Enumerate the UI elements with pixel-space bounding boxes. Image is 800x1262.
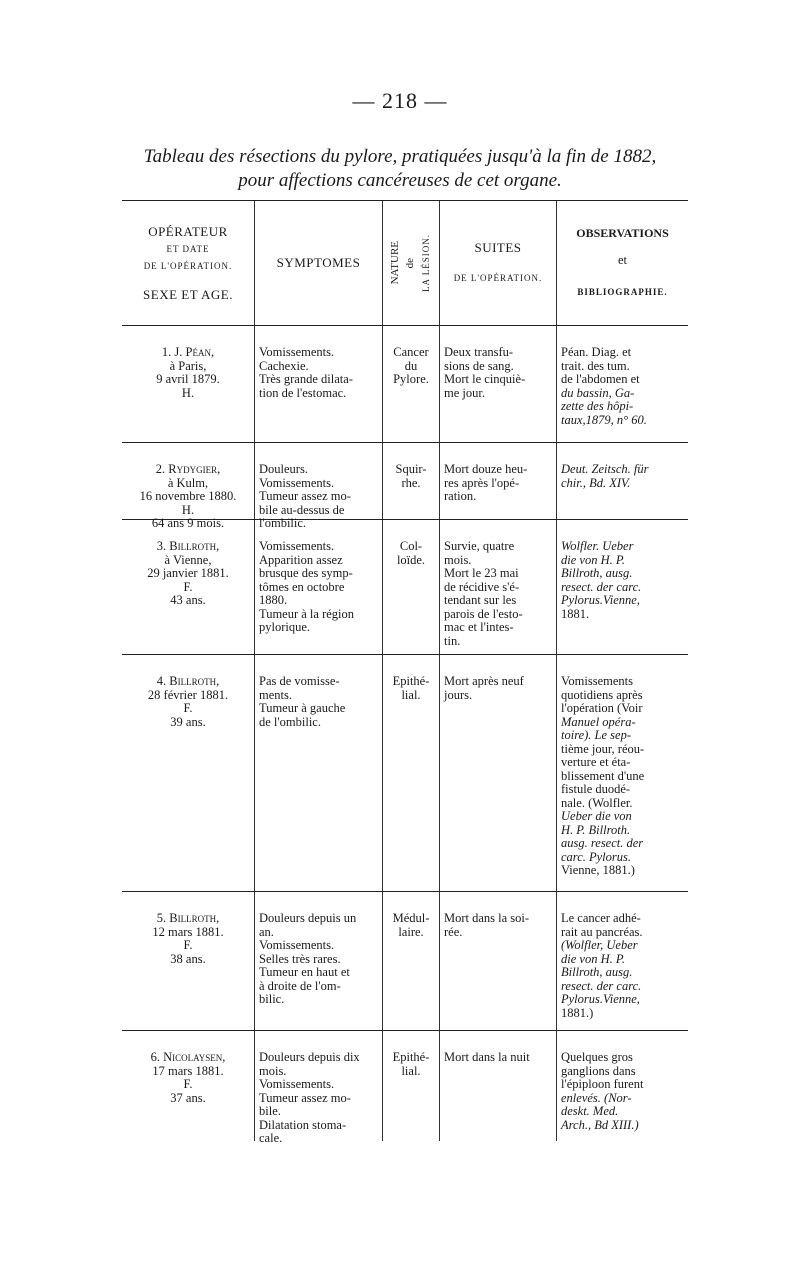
cell-line: lial. (401, 687, 421, 702)
cell-suites (439, 1031, 556, 1141)
cell-line: tion de l'estomac. (259, 385, 347, 400)
cell-line: Squir- (395, 462, 427, 476)
cell-symptomes (254, 892, 382, 1030)
cell-line: die von H. P. (561, 951, 625, 966)
cell-line: Billroth, ausg. (561, 566, 633, 580)
cell-line: Selles très rares. (259, 951, 341, 966)
cell-operateur (122, 655, 254, 891)
cell-line: l'ombilic. (259, 516, 307, 530)
header-operateur (122, 201, 254, 325)
cell-line: Ueber die von (561, 809, 632, 823)
cell-suites (439, 655, 556, 891)
cell-line: Arch., Bd XIII.) (561, 1117, 639, 1132)
cell-line: 1. J. Péan, (161, 345, 215, 359)
cell-line: 39 ans. (170, 714, 206, 729)
table-row (122, 1031, 688, 1145)
cell-line: H. (181, 385, 195, 400)
cell-operateur (122, 443, 254, 530)
cell-operateur (122, 326, 254, 442)
cell-symptomes (254, 520, 382, 654)
cell-line: tendant sur les (444, 593, 517, 607)
cell-operateur (122, 1031, 254, 1141)
cell-observations (556, 443, 688, 519)
cell-line: carc. Pylorus. (561, 849, 632, 864)
cell-line: verture et éta- (561, 755, 631, 769)
cell-operateur (122, 520, 254, 654)
cell-suites (439, 326, 556, 442)
cell-line: Quelques gros (561, 1050, 633, 1064)
cell-line: H. P. Billroth. (561, 822, 631, 837)
cell-line: Tumeur à gauche (259, 701, 346, 715)
cell-line: 64 ans 9 mois. (151, 516, 225, 530)
header-nature-l3: LA LÉSION. (420, 234, 431, 292)
cell-line: Mort douze heu- (444, 462, 528, 476)
cell-suites (439, 520, 556, 654)
cell-suites (439, 443, 556, 519)
cell-line: Epithé- (392, 674, 430, 688)
cell-line: Mort après neuf (444, 674, 524, 688)
cell-line: F. (183, 579, 193, 594)
cell-line: tômes en octobre (259, 579, 345, 594)
cell-nature (382, 326, 439, 442)
cell-line: Col- (399, 539, 423, 553)
cell-line: loïde. (396, 552, 426, 567)
cell-line: ganglions dans (561, 1063, 636, 1078)
cell-line: F. (183, 938, 193, 952)
header-nature-l2: de (404, 257, 417, 269)
cell-observations (556, 1031, 688, 1141)
cell-suites (439, 892, 556, 1030)
cell-line: à Vienne, (164, 552, 212, 567)
cell-line: mac et l'intes- (444, 620, 514, 634)
cell-line: Dilatation stoma- (259, 1117, 347, 1132)
cell-line: 37 ans. (170, 1090, 206, 1105)
cell-line: bilic. (259, 992, 285, 1006)
cell-nature (382, 655, 439, 891)
cell-symptomes (254, 1031, 382, 1145)
cell-line: Pylorus.Vienne, (561, 593, 640, 607)
cell-line: Cachexie. (259, 358, 309, 373)
cell-line: à droite de l'om- (259, 978, 341, 993)
cell-line: Mort le cinquiè- (444, 372, 526, 386)
cell-line: res après l'opé- (444, 475, 520, 490)
cell-line: pylorique. (259, 620, 311, 634)
header-observations-l3: BIBLIOGRAPHIE. (577, 286, 668, 297)
cell-line: Tumeur en haut et (259, 965, 350, 979)
cell-line: lial. (401, 1063, 421, 1078)
cell-line: Deux transfu- (444, 345, 514, 359)
cell-line: 5. Billroth, (156, 911, 220, 925)
cell-line: Douleurs. (259, 462, 308, 476)
cell-line: ration. (444, 489, 477, 503)
cell-line: 3. Billroth, (156, 539, 220, 553)
cell-line: du (404, 358, 418, 373)
cell-line: 17 mars 1881. (152, 1063, 224, 1078)
cell-line: blissement d'une (561, 768, 645, 783)
cell-line: Tumeur assez mo- (259, 1090, 351, 1105)
cell-line: laire. (398, 924, 424, 939)
cell-line: Survie, quatre (444, 539, 515, 553)
cell-line: Vomissements. (259, 1077, 335, 1091)
cell-line: F. (183, 701, 193, 715)
cell-line: Très grande dilata- (259, 372, 353, 386)
cell-line: (Wolfler, Ueber (561, 938, 638, 952)
cell-line: Vomissements (561, 674, 633, 688)
header-symptomes (254, 201, 382, 325)
cell-line: Pylore. (393, 372, 429, 386)
cell-line: 4. Billroth, (156, 674, 220, 688)
table-caption (100, 145, 700, 193)
cell-line: 43 ans. (170, 593, 206, 607)
cell-line: rée. (444, 924, 463, 939)
cell-line: an. (259, 924, 274, 939)
cell-line: Vomissements. (259, 938, 335, 952)
cell-symptomes (254, 326, 382, 442)
header-suites-l2: DE L'OPÉRATION. (453, 273, 543, 283)
cell-line: Cancer (393, 345, 429, 359)
cell-line: Pylorus.Vienne, (561, 992, 640, 1006)
cell-line: taux,1879, n° 60. (561, 412, 647, 427)
header-operateur-l1: OPÉRATEUR (148, 224, 228, 239)
cell-line: Pas de vomisse- (259, 674, 340, 688)
cell-line: 1881. (561, 606, 590, 621)
cell-line: Médul- (392, 911, 430, 925)
header-symptomes-label: SYMPTOMES (276, 255, 361, 271)
cell-line: de l'abdomen et (561, 372, 640, 386)
cell-nature (382, 443, 439, 519)
cell-line: 38 ans. (170, 951, 206, 966)
cell-observations (556, 892, 688, 1030)
cell-symptomes (254, 655, 382, 891)
cell-operateur (122, 892, 254, 1030)
cell-line: fistule duodé- (561, 782, 631, 796)
header-suites-l1: SUITES (474, 239, 522, 255)
cell-line: rait au pancréas. (561, 924, 643, 939)
table-row (122, 326, 688, 443)
cell-line: enlevés. (Nor- (561, 1090, 632, 1105)
cell-line: 9 avril 1879. (156, 372, 220, 386)
cell-line: Manuel opéra- (561, 714, 636, 729)
cell-line: 6. Nicolaysen, (150, 1050, 226, 1064)
cell-line: à Paris, (169, 358, 207, 373)
cell-line: chir., Bd. XIV. (561, 475, 631, 490)
header-operateur-l3: DE L'OPÉRATION. (143, 261, 233, 271)
cell-line: 16 novembre 1880. (139, 489, 237, 503)
table-row (122, 892, 688, 1031)
caption-line-1: Tableau des résections du pylore, pratiquées jusqu'à la fin de 1882, (143, 146, 657, 167)
cell-line: Douleurs depuis un (259, 911, 357, 925)
table-row (122, 443, 688, 530)
cell-line: sions de sang. (444, 358, 514, 373)
header-operateur-l4: SEXE ET AGE. (143, 286, 233, 302)
table-header (122, 201, 688, 326)
cell-line: 1881.) (561, 1005, 594, 1020)
header-nature-l1: NATURE (388, 241, 401, 285)
header-observations (556, 201, 688, 325)
cell-line: Vomissements. (259, 475, 335, 490)
cell-nature (382, 520, 439, 654)
cell-line: tin. (444, 633, 461, 648)
cell-line: Vomissements. (259, 539, 335, 553)
header-observations-l2: et (617, 253, 628, 268)
cell-line: Apparition assez (259, 552, 343, 567)
cell-line: 28 février 1881. (147, 687, 229, 702)
cell-line: de récidive s'é- (444, 579, 520, 594)
cell-line: Tumeur assez mo- (259, 489, 351, 503)
cell-line: cale. (259, 1131, 283, 1145)
cell-line: mois. (444, 552, 472, 567)
page-number: — 218 — (352, 88, 448, 113)
cell-line: toire). Le sep- (561, 728, 632, 742)
cell-line: H. (181, 502, 195, 517)
cell-line: Epithé- (392, 1050, 430, 1064)
cell-line: 29 janvier 1881. (147, 566, 229, 580)
cell-line: Billroth, ausg. (561, 965, 633, 979)
cell-line: trait. des tum. (561, 358, 630, 373)
cell-line: l'épiploon furent (561, 1077, 644, 1091)
cell-line: Douleurs depuis dix (259, 1050, 360, 1064)
cell-line: zette des hôpi- (561, 399, 634, 413)
cell-line: Tumeur à la région (259, 606, 355, 621)
table-row (122, 655, 688, 892)
cell-line: tième jour, réou- (561, 741, 645, 756)
cell-line: Le cancer adhé- (561, 911, 641, 925)
cell-line: Mort dans la nuit (444, 1050, 530, 1064)
cell-line: quotidiens après (561, 687, 643, 702)
caption-line-2: pour affections cancéreuses de cet organe. (238, 170, 562, 191)
cell-line: Vomissements. (259, 345, 335, 359)
cell-observations (556, 326, 688, 442)
cell-observations (556, 520, 688, 654)
header-observations-l1: OBSERVATIONS (576, 225, 669, 240)
cell-line: Mort le 23 mai (444, 566, 519, 580)
cell-symptomes (254, 443, 382, 530)
cell-line: 12 mars 1881. (152, 924, 224, 939)
cell-line: me jour. (444, 385, 485, 400)
table-row (122, 520, 688, 655)
header-nature (382, 201, 439, 325)
resections-table (122, 200, 688, 1145)
cell-line: jours. (444, 687, 473, 702)
cell-line: F. (183, 1077, 193, 1091)
cell-line: ausg. resect. der (561, 836, 644, 850)
header-operateur-l2: ET DATE (166, 243, 210, 254)
cell-line: bile au-dessus de (259, 502, 345, 517)
cell-line: l'opération (Voir (561, 701, 643, 715)
cell-line: parois de l'esto- (444, 606, 523, 621)
cell-line: Vienne, 1881.) (561, 863, 635, 877)
cell-line: 2. Rydygier, (155, 462, 221, 476)
cell-line: die von H. P. (561, 552, 625, 567)
header-suites (439, 201, 556, 325)
cell-line: resect. der carc. (561, 978, 642, 993)
cell-line: deskt. Med. (561, 1104, 619, 1118)
cell-nature (382, 1031, 439, 1141)
cell-line: rhe. (401, 475, 421, 490)
cell-line: Wolfler. Ueber (561, 539, 634, 553)
cell-line: nale. (Wolfler. (561, 795, 633, 810)
cell-line: resect. der carc. (561, 579, 642, 594)
cell-line: ments. (259, 687, 292, 702)
cell-line: mois. (259, 1063, 287, 1078)
cell-line: du bassin, Ga- (561, 385, 635, 400)
cell-line: à Kulm, (167, 475, 209, 490)
cell-observations (556, 655, 688, 891)
cell-line: de l'ombilic. (259, 714, 321, 729)
cell-line: brusque des symp- (259, 566, 353, 580)
cell-line: Deut. Zeitsch. für (561, 462, 649, 476)
cell-line: 1880. (259, 593, 288, 607)
cell-line: bile. (259, 1104, 281, 1118)
cell-nature (382, 892, 439, 1030)
cell-line: Péan. Diag. et (561, 345, 632, 359)
cell-line: Mort dans la soi- (444, 911, 530, 925)
